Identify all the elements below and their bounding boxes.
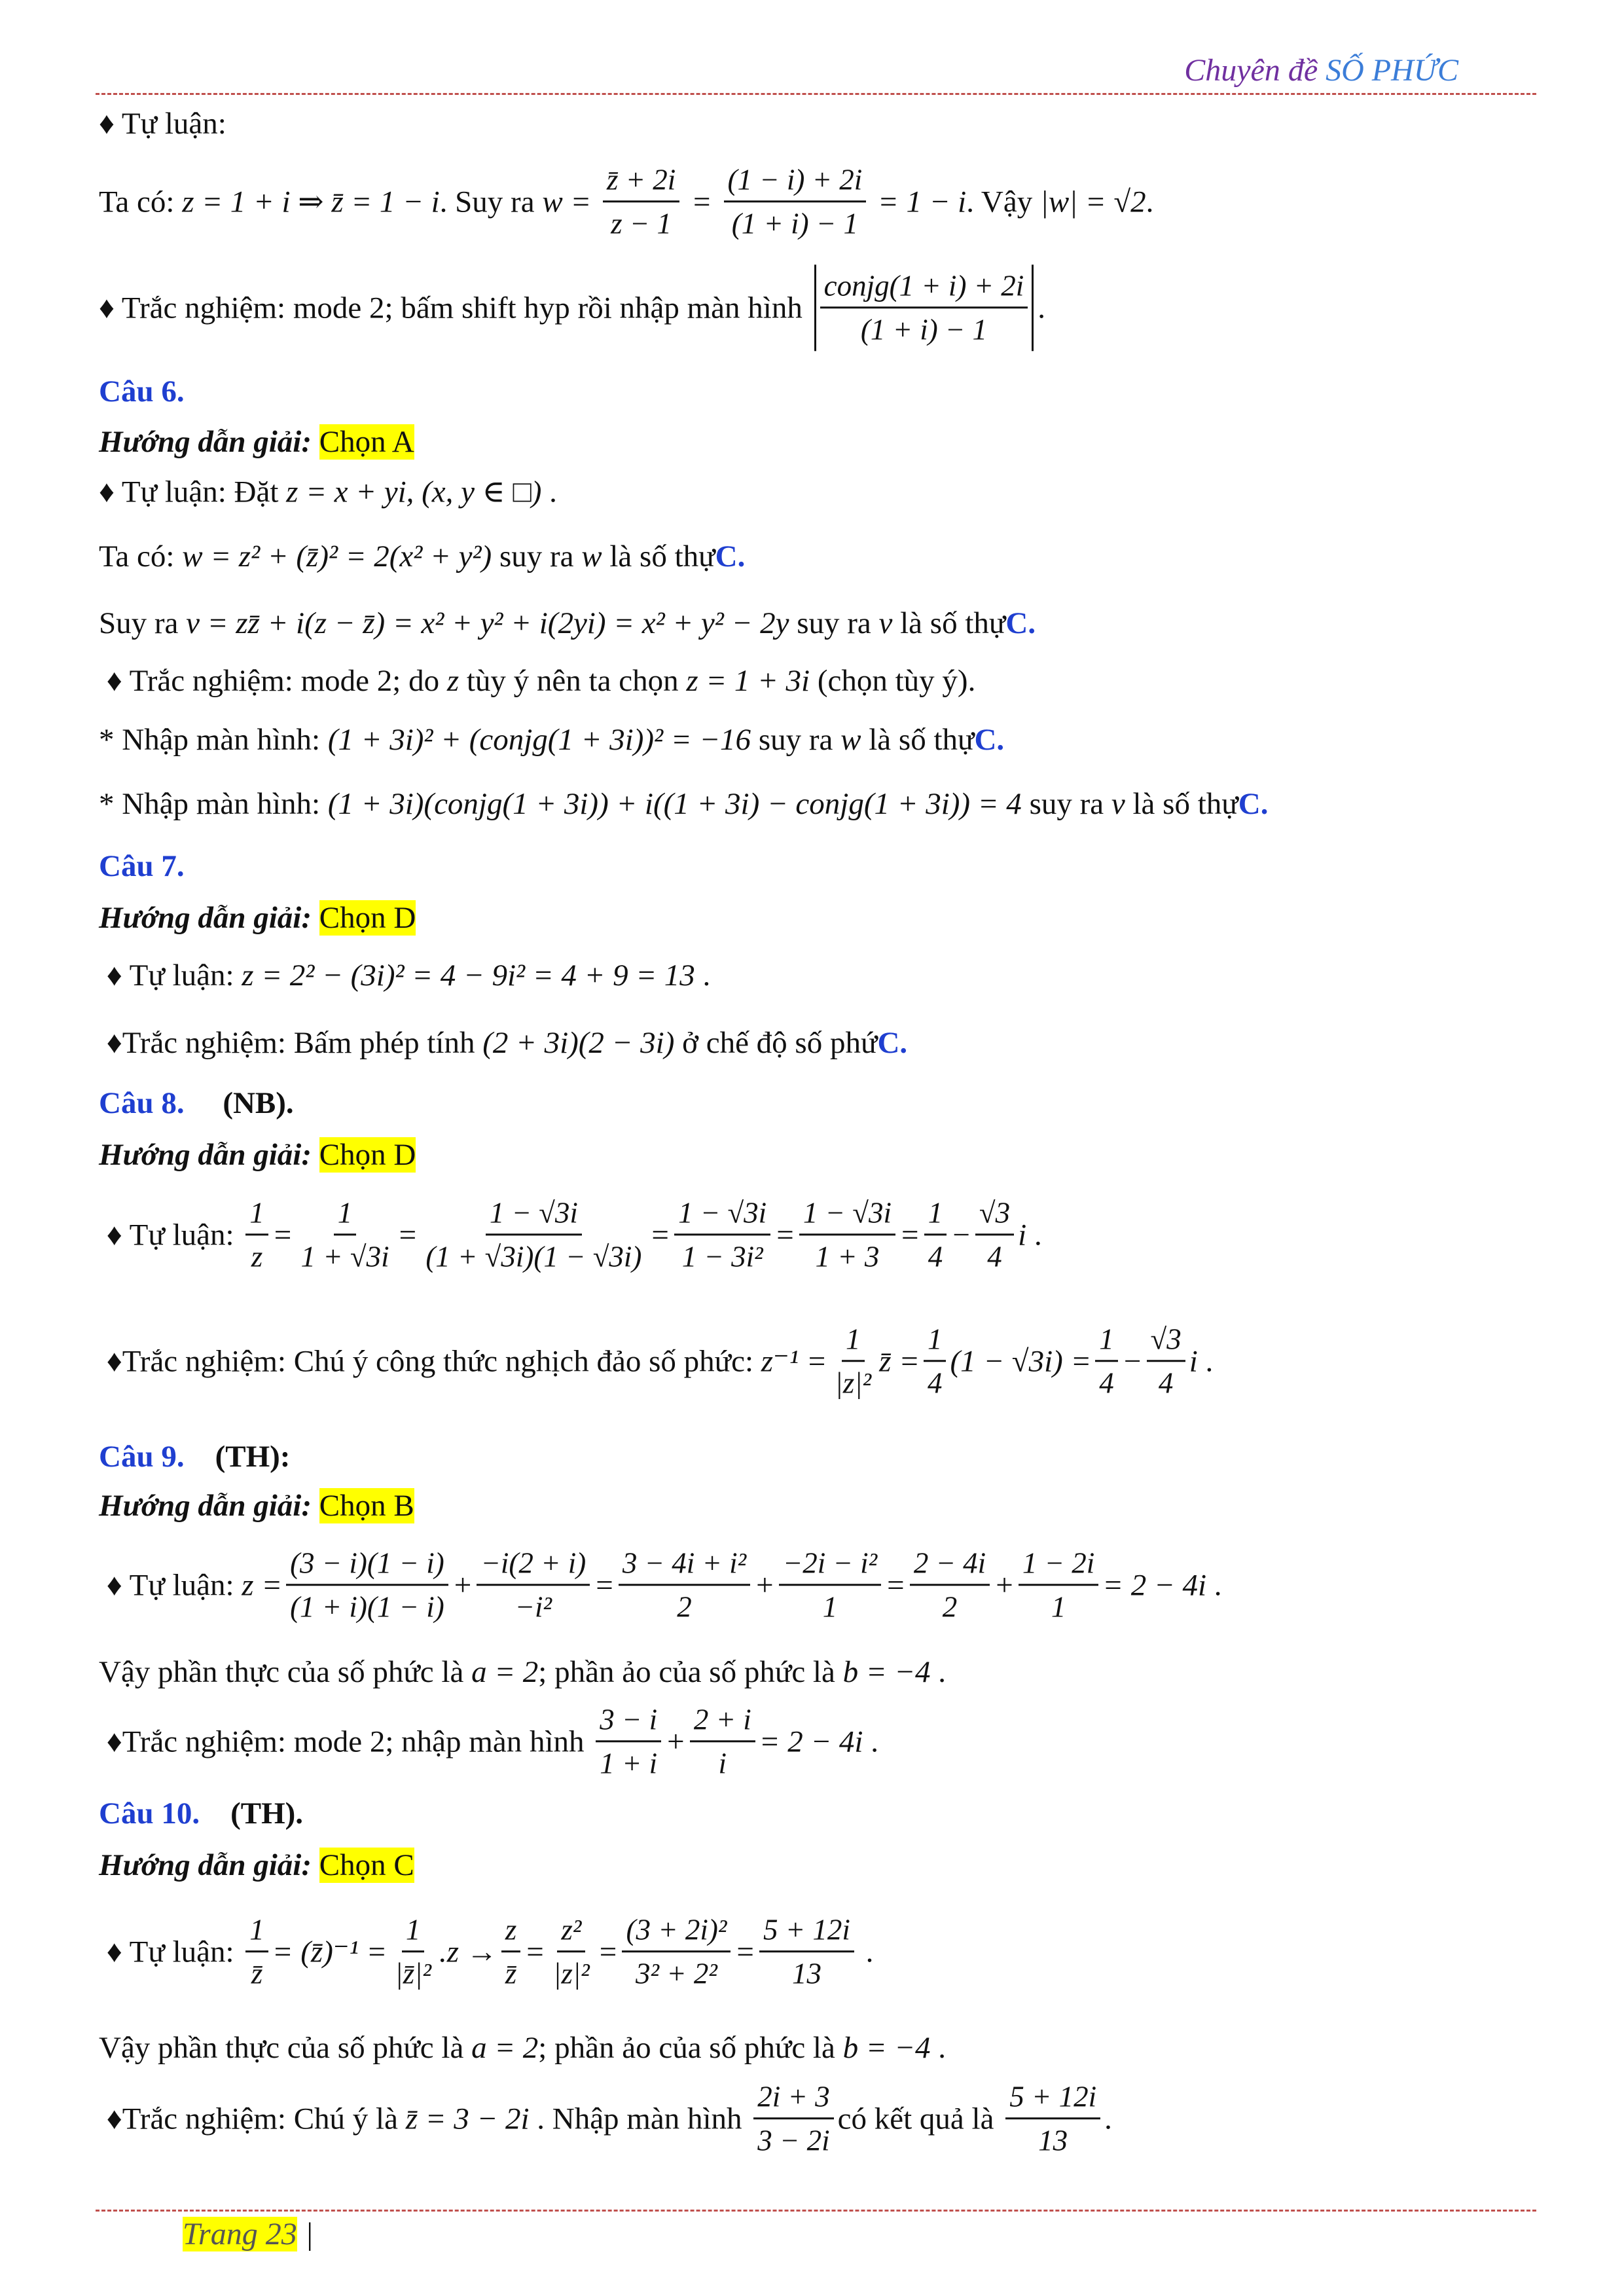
answer-choice: Chọn B [319, 1489, 414, 1523]
solution-heading: Hướng dẫn giải: [99, 425, 319, 459]
math-expression: w [581, 539, 602, 574]
text-line [99, 264, 1045, 351]
question-label: C. [1005, 606, 1036, 640]
math-expression: = [899, 1218, 920, 1252]
denominator: (1 + i)(1 − i) [290, 1590, 444, 1624]
denominator: 4 [928, 1240, 943, 1273]
numerator: z̄ + 2i [603, 161, 679, 202]
question-label: Câu 8. [99, 1086, 185, 1120]
question-label: Câu 9. [99, 1440, 185, 1474]
text-line [99, 1544, 1222, 1626]
numerator: (1 − i) + 2i [724, 161, 867, 202]
math-expression: + [452, 1568, 473, 1602]
text: . [1206, 1568, 1222, 1602]
header-topic: Chuyên đề [1184, 53, 1326, 88]
numerator: z [501, 1911, 521, 1952]
math-expression: − [950, 1218, 971, 1252]
math-expression: z = [242, 1568, 283, 1602]
fraction [799, 1194, 895, 1275]
denominator: 1 [1051, 1590, 1066, 1624]
text-line [99, 1085, 294, 1121]
text: ♦ Tự luận: Đặt [99, 475, 287, 509]
fraction [759, 1911, 854, 1992]
denominator: 2 [677, 1590, 692, 1624]
text: . Suy ra [439, 185, 543, 219]
denominator: 1 [822, 1590, 838, 1624]
denominator: 1 + √3i [300, 1240, 389, 1273]
denominator: z̄ [505, 1957, 517, 1990]
fraction [245, 1194, 268, 1275]
math-expression: v [1111, 787, 1125, 821]
text: . [857, 1935, 874, 1969]
denominator: 1 + i [600, 1747, 658, 1780]
text: . [863, 1724, 878, 1758]
text-line [99, 2078, 1112, 2159]
text: ♦Trắc nghiệm: Chú ý công thức nghịch đảo số phức: [99, 1344, 761, 1378]
numerator: √3 [975, 1194, 1014, 1235]
numerator: −2i − i² [779, 1544, 881, 1586]
answer-choice: Chọn D [319, 1138, 416, 1172]
numerator: (3 − i)(1 − i) [286, 1544, 448, 1586]
fraction [1095, 1321, 1118, 1402]
fraction [501, 1911, 521, 1992]
text: Vậy phần thực của số phức là [99, 1655, 472, 1689]
text: suy ra [751, 723, 841, 757]
denominator: 3 − 2i [757, 2124, 830, 2157]
math-expression: z = 1 + i ⇒ z̄ = 1 − i [182, 185, 440, 219]
header-subject: SỐ PHỨC [1326, 53, 1458, 88]
fraction [622, 1911, 731, 1992]
text: Ta có: [99, 539, 183, 574]
text-line [99, 786, 1268, 822]
denominator: z̄ [251, 1957, 263, 1990]
level-label: (TH). [200, 1796, 304, 1831]
text-line [99, 1321, 1213, 1402]
denominator: 13 [1038, 2124, 1068, 2157]
footer-rule [96, 2210, 1536, 2212]
text-line [99, 1439, 290, 1474]
solution-heading: Hướng dẫn giải: [99, 1138, 319, 1172]
math-expression: − [1121, 1344, 1143, 1378]
math-expression: z = x + yi, (x, y ∈ □) [286, 475, 542, 509]
math-expression: .z → [439, 1935, 497, 1969]
math-expression: z = 2² − (3i)² = 4 − 9i² = 4 + 9 = 13 [242, 958, 695, 993]
text: ♦Trắc nghiệm: Chú ý là [99, 2102, 406, 2136]
numerator: 1 − √3i [486, 1194, 582, 1235]
text: ở chế độ số phứ [674, 1026, 878, 1060]
math-expression: (2 + 3i)(2 − 3i) [482, 1026, 675, 1060]
text: . [541, 475, 557, 509]
text: ♦ Trắc nghiệm: mode 2; do [99, 664, 447, 698]
denominator: 4 [1099, 1366, 1114, 1400]
text-line [99, 606, 1036, 641]
text: là số thự [861, 723, 975, 757]
question-label: Câu 10. [99, 1796, 200, 1831]
text-line [99, 161, 1153, 242]
fraction [1147, 1321, 1185, 1402]
fraction [924, 1321, 947, 1402]
numerator: 5 + 12i [1005, 2078, 1100, 2119]
text: . [1104, 2102, 1112, 2136]
math-expression: = [594, 1568, 615, 1602]
math-expression: w [840, 723, 861, 757]
numerator: z² [557, 1911, 585, 1952]
numerator: 1 [402, 1911, 425, 1952]
math-expression: z̄ = [879, 1344, 920, 1378]
text: . [1197, 1344, 1214, 1378]
text: ♦ Trắc nghiệm: mode 2; bấm shift hyp rồi nhập màn hình [99, 291, 810, 325]
math-expression: a = 2 [471, 2031, 539, 2065]
text: ; phần ảo của số phức là [538, 1655, 843, 1689]
numerator: 1 − √3i [674, 1194, 770, 1235]
denominator: |z|² [835, 1366, 872, 1400]
math-expression: z [446, 664, 460, 698]
fraction [779, 1544, 881, 1626]
denominator: (1 + √3i)(1 − √3i) [425, 1240, 642, 1273]
fraction [596, 1701, 661, 1782]
denominator: 3² + 2² [635, 1957, 717, 1990]
text: là số thự [1125, 787, 1238, 821]
math-expression: = [649, 1218, 671, 1252]
numerator: 1 [842, 1321, 865, 1362]
text-line [99, 1137, 416, 1173]
math-expression: (1 − √3i) = [950, 1344, 1092, 1378]
numerator: 1 [245, 1194, 268, 1235]
math-expression: b = −4 [842, 2031, 931, 2065]
text: Ta có: [99, 185, 183, 219]
math-expression: i [1189, 1344, 1198, 1378]
answer-choice: Chọn C [319, 1848, 414, 1882]
numerator: conjg(1 + i) + 2i [820, 267, 1028, 308]
numerator: 1 [924, 1194, 947, 1235]
text: . [930, 2031, 947, 2065]
text: ♦ Tự luận: [99, 958, 242, 993]
denominator: 4 [927, 1366, 943, 1400]
header-rule [96, 93, 1536, 95]
denominator: 1 − 3i² [681, 1240, 763, 1273]
math-expression: i [1018, 1218, 1027, 1252]
text: . Nhập màn hình [529, 2102, 750, 2136]
denominator: 13 [791, 1957, 821, 1990]
math-expression: a = 2 [471, 1655, 539, 1689]
numerator: (3 + 2i)² [622, 1911, 731, 1952]
text: ♦ Tự luận: [99, 1218, 242, 1252]
numerator: 5 + 12i [759, 1911, 854, 1952]
fraction [1005, 2078, 1100, 2159]
math-expression: = [272, 1218, 293, 1252]
fraction [422, 1194, 645, 1275]
math-expression: = [397, 1218, 418, 1252]
math-expression: v [878, 606, 893, 640]
text: suy ra [789, 606, 879, 640]
denominator: |z̄|² [395, 1957, 431, 1990]
fraction [753, 2078, 833, 2159]
fraction [297, 1194, 393, 1275]
text-line [99, 474, 557, 510]
text: . Vậy [966, 185, 1040, 219]
text: * Nhập màn hình: [99, 787, 328, 821]
numerator: 2 + i [690, 1701, 755, 1742]
numerator: 1 − 2i [1019, 1544, 1098, 1586]
fraction [910, 1544, 990, 1626]
text-line [99, 722, 1004, 757]
answer-choice: Chọn D [319, 901, 416, 935]
absolute-value-fraction [814, 264, 1034, 351]
text: suy ra [492, 539, 582, 574]
denominator: |z|² [553, 1957, 590, 1990]
numerator: 1 − √3i [799, 1194, 895, 1235]
math-expression: v = zz̄ + i(z − z̄) = x² + y² + i(2yi) = x² + y² − 2y [186, 606, 789, 640]
numerator: 1 [1095, 1321, 1118, 1362]
text: . [930, 1655, 947, 1689]
denominator: 2 [942, 1590, 958, 1624]
fraction [619, 1544, 750, 1626]
numerator: 2 − 4i [910, 1544, 990, 1586]
math-expression: |w| = √2 [1039, 185, 1146, 219]
running-header [1184, 52, 1458, 88]
text: suy ra [1021, 787, 1111, 821]
text-line [99, 1796, 303, 1831]
text-line [99, 539, 745, 574]
denominator: 1 + 3 [815, 1240, 880, 1273]
math-expression: z⁻¹ = [761, 1344, 827, 1379]
math-expression: = [734, 1935, 756, 1969]
math-expression: = 1 − i [870, 185, 967, 219]
text: ♦Trắc nghiệm: mode 2; nhập màn hình [99, 1724, 592, 1758]
denominator: (1 + i) − 1 [731, 207, 858, 240]
text-line [99, 106, 226, 141]
fraction [924, 1194, 947, 1275]
text-line [99, 1848, 414, 1883]
text-line [99, 374, 185, 409]
denominator: z − 1 [611, 207, 672, 240]
text: . [1038, 291, 1046, 325]
denominator: −i² [514, 1590, 552, 1624]
numerator: 2i + 3 [753, 2078, 833, 2119]
text: Vậy phần thực của số phức là [99, 2031, 472, 2065]
numerator: 1 [334, 1194, 357, 1235]
numerator: 1 [245, 1911, 268, 1952]
fraction [477, 1544, 590, 1626]
page-footer [183, 2216, 314, 2252]
question-label: C. [1238, 787, 1269, 821]
math-expression: w = [542, 185, 599, 219]
math-expression: + [665, 1724, 686, 1758]
fraction [245, 1911, 268, 1992]
question-label: C. [877, 1026, 908, 1060]
footer-separator: | [297, 2217, 314, 2251]
text: ♦ Tự luận: [99, 107, 226, 141]
text-line [99, 1701, 878, 1782]
question-label: C. [715, 539, 746, 574]
math-expression: w = z² + (z̄)² = 2(x² + y²) [182, 539, 492, 574]
text: là số thự [892, 606, 1006, 640]
numerator: 1 [924, 1321, 947, 1362]
text-line [99, 1194, 1042, 1275]
text: có kết quả là [837, 2102, 1002, 2136]
text-line [99, 424, 414, 460]
math-expression: b = −4 [842, 1655, 931, 1689]
numerator: √3 [1147, 1321, 1185, 1362]
fraction [975, 1194, 1014, 1275]
text: ♦ Tự luận: [99, 1568, 242, 1602]
denominator: 4 [1158, 1366, 1174, 1400]
math-expression: = [774, 1218, 795, 1252]
fraction [549, 1911, 594, 1992]
text-line [99, 2030, 946, 2066]
text-line [99, 958, 710, 993]
solution-heading: Hướng dẫn giải: [99, 901, 319, 935]
math-expression: (1 + 3i)(conjg(1 + 3i)) + i((1 + 3i) − conjg(1 + 3i)) = 4 [327, 787, 1022, 821]
math-expression: (1 + 3i)² + (conjg(1 + 3i))² = −16 [327, 723, 751, 757]
fraction [690, 1701, 755, 1782]
denominator: z [251, 1240, 263, 1273]
solution-heading: Hướng dẫn giải: [99, 1848, 319, 1882]
text: Suy ra [99, 606, 187, 640]
denominator: 4 [987, 1240, 1002, 1273]
text-line [99, 900, 416, 936]
fraction [286, 1544, 448, 1626]
math-expression: z = 1 + 3i [686, 664, 810, 698]
denominator: (1 + i) − 1 [860, 313, 988, 346]
text: . [695, 958, 711, 993]
text-line [99, 1654, 946, 1690]
text: . [1146, 185, 1154, 219]
math-expression: = 2 − 4i [1102, 1568, 1207, 1602]
question-label: C. [974, 723, 1005, 757]
text: là số thự [602, 539, 715, 574]
numerator: 3 − 4i + i² [619, 1544, 750, 1586]
numerator: 3 − i [596, 1701, 661, 1742]
question-label: Câu 7. [99, 849, 185, 883]
math-expression: = [683, 185, 720, 219]
text: . [1026, 1218, 1042, 1252]
solution-heading: Hướng dẫn giải: [99, 1489, 319, 1523]
numerator: −i(2 + i) [477, 1544, 590, 1586]
math-expression: + [994, 1568, 1015, 1602]
text: ♦ Tự luận: [99, 1935, 242, 1969]
fraction [831, 1321, 875, 1402]
fraction [391, 1911, 435, 1992]
text-line [99, 1025, 907, 1061]
math-expression: + [754, 1568, 775, 1602]
fraction [603, 161, 679, 242]
text-line [99, 1488, 414, 1523]
math-expression: = 2 − 4i [759, 1724, 863, 1758]
text: * Nhập màn hình: [99, 723, 328, 757]
math-expression: z̄ = 3 − 2i [405, 2102, 530, 2136]
text: ♦Trắc nghiệm: Bấm phép tính [99, 1026, 483, 1060]
math-expression: = (z̄)⁻¹ = [272, 1935, 388, 1969]
text-line [99, 848, 185, 884]
math-expression: = [597, 1935, 619, 1969]
level-label: (TH): [184, 1440, 291, 1474]
fraction [674, 1194, 770, 1275]
text: (chọn tùy ý). [810, 664, 976, 698]
answer-choice: Chọn A [319, 425, 414, 459]
text-line [99, 663, 975, 699]
page-number: Trang 23 [183, 2217, 297, 2251]
text: tùy ý nên ta chọn [459, 664, 687, 698]
fraction [1019, 1544, 1098, 1626]
text-line [99, 1911, 873, 1992]
fraction [724, 161, 867, 242]
level-label: (NB). [184, 1086, 294, 1120]
question-label: Câu 6. [99, 374, 185, 409]
denominator: i [718, 1747, 727, 1780]
math-expression: = [885, 1568, 906, 1602]
text: ; phần ảo của số phức là [538, 2031, 843, 2065]
math-expression: = [524, 1935, 546, 1969]
